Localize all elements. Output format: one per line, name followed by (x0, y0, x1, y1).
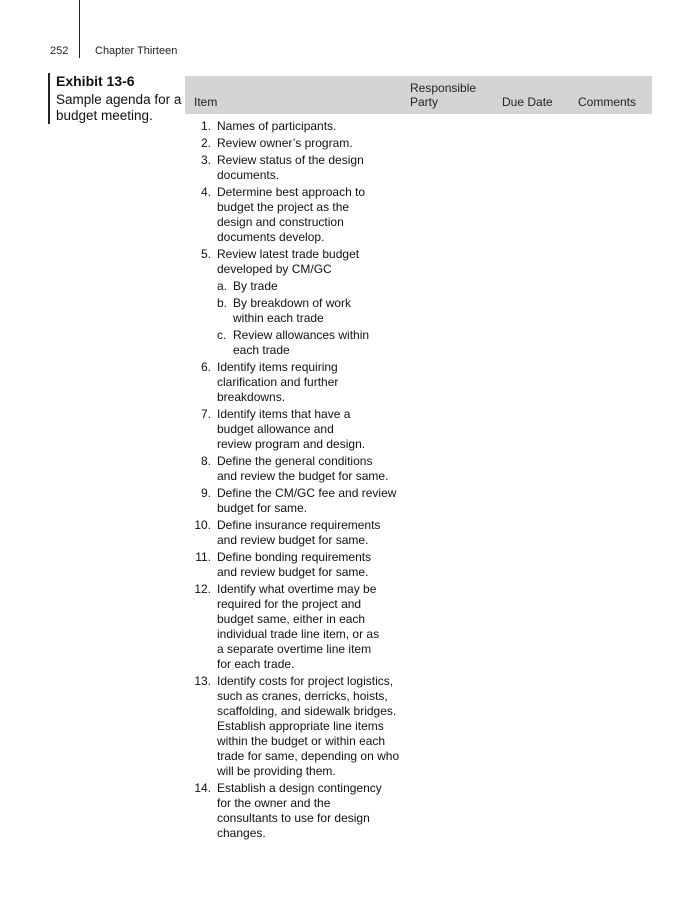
list-item-number: 1. (200, 119, 211, 133)
list-item (187, 185, 417, 245)
list-item (187, 781, 417, 841)
list-item (187, 247, 417, 358)
list-item (187, 518, 417, 548)
list-item-number: 9. (200, 486, 211, 500)
list-item-number: 13. (194, 674, 211, 688)
sub-list-item-letter: c. (217, 328, 227, 342)
list-item (187, 153, 417, 183)
list-item (187, 582, 417, 672)
list-item-text: Define insurance requirements and review budget for same. (217, 518, 381, 547)
list-item-text: Establish a design contingency for the owner and the consultants to use for design changes. (217, 781, 382, 840)
column-header-item: Item (194, 95, 218, 109)
list-item-number: 11. (195, 550, 211, 564)
list-item-number: 8. (200, 454, 211, 468)
list-item (187, 407, 417, 452)
sub-list-item-text: Review allowances within each trade (233, 328, 370, 357)
list-item-text: Names of participants. (217, 119, 337, 133)
list-item-number: 2. (200, 136, 211, 150)
agenda-table-header (185, 76, 652, 114)
sub-list-item-text: By trade (233, 279, 278, 293)
sub-list-item-letter: b. (217, 296, 228, 310)
list-item-number: 4. (200, 185, 211, 199)
sub-list-item (217, 328, 417, 358)
list-item-number: 14. (194, 781, 211, 795)
list-item-number: 7. (200, 407, 211, 421)
list-item-text: Review latest trade budget developed by CM/GC (217, 247, 360, 276)
exhibit-caption: Sample agenda for a budget meeting. (56, 92, 182, 123)
sub-list-item-text: By breakdown of work within each trade (233, 296, 352, 325)
column-header-responsible-party: Responsible Party (410, 81, 477, 109)
column-header-comments: Comments (578, 95, 637, 109)
list-item-text: Define bonding requirements and review budget for same. (217, 550, 372, 579)
list-item-number: 10. (194, 518, 211, 532)
list-item-text: Define the general conditions and review the budget for same. (217, 454, 389, 483)
exhibit-label (48, 73, 182, 124)
list-item-text: Identify what overtime may be required for the project and budget same, either in each individual trade line item, or as a separate overtime line item for each trade. (217, 582, 380, 671)
list-item (187, 136, 417, 151)
list-item (187, 119, 417, 134)
list-item-text: Review owner’s program. (217, 136, 353, 150)
sub-list-item (217, 279, 417, 294)
list-item-text: Define the CM/GC fee and review budget for same. (217, 486, 397, 515)
list-item-number: 6. (200, 360, 211, 374)
sub-list-item (217, 296, 417, 326)
list-item (187, 454, 417, 484)
exhibit-title: Exhibit 13-6 (56, 73, 135, 89)
list-item (187, 360, 417, 405)
chapter-title: Chapter Thirteen (95, 45, 178, 57)
page-number: 252 (50, 45, 69, 57)
sub-list-item-letter: a. (217, 279, 228, 293)
list-item (187, 486, 417, 516)
list-item-text: Identify items that have a budget allowance and review program and design. (217, 407, 366, 451)
list-item-text: Identify costs for project logistics, such as cranes, derricks, hoists, scaffolding, and sidewalk bridges. Establish appropriate line items within the budget or within each trade for same, depending on who will be providing them. (217, 674, 400, 778)
header-vertical-rule (79, 0, 80, 58)
list-item-text: Review status of the design documents. (217, 153, 364, 182)
sub-list (217, 279, 417, 358)
agenda-list (187, 119, 417, 843)
column-header-due-date: Due Date (502, 95, 553, 109)
list-item-number: 12. (194, 582, 211, 596)
list-item-number: 3. (200, 153, 211, 167)
list-item-text: Identify items requiring clarification and further breakdowns. (217, 360, 339, 404)
list-item (187, 674, 417, 779)
list-item-text: Determine best approach to budget the project as the design and construction documents develop. (217, 185, 366, 244)
list-item-number: 5. (200, 247, 211, 261)
list-item (187, 550, 417, 580)
